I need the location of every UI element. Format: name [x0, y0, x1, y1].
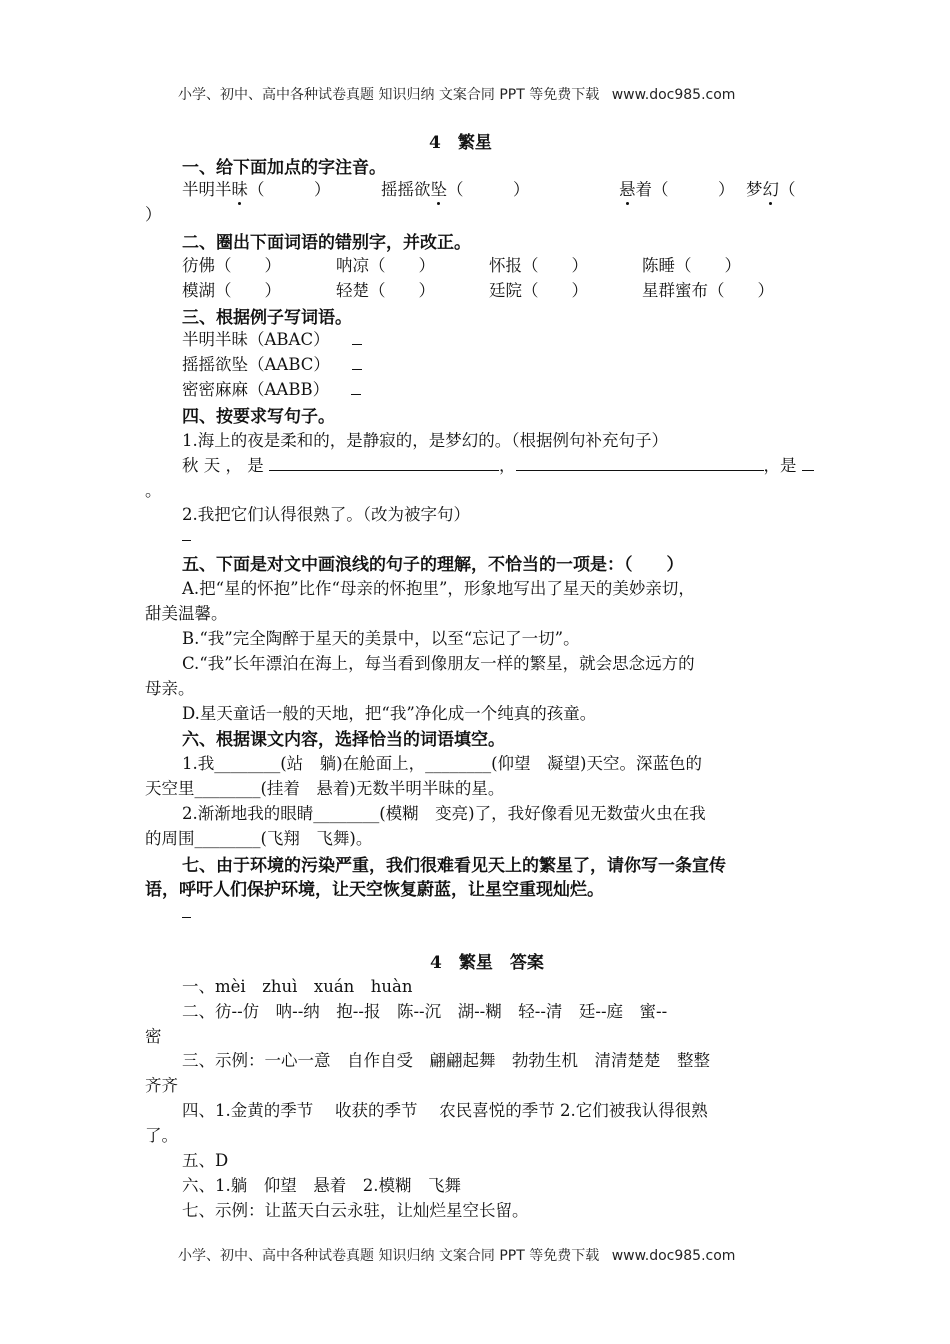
- page-header: [178, 84, 735, 104]
- answer-blank[interactable]: [182, 903, 191, 918]
- s6-line-3: 2.渐渐地我的眼睛________(模糊 变亮)了，我好像看见无数萤火虫在我: [182, 804, 706, 823]
- s6-line-1: 1.我________(站 躺)在舱面上，________(仰望 凝望)天空。深蓝色的: [182, 754, 702, 773]
- answer-3: 三、示例：一心一意 自作自受 翩翩起舞 勃勃生机 清清楚楚 整整: [182, 1051, 710, 1070]
- answer-4-cont: 了。: [145, 1126, 178, 1145]
- section-6-heading: 六、根据课文内容，选择恰当的词语填空。: [182, 730, 505, 750]
- s2-item: 呐凉（ ）: [336, 256, 435, 275]
- s5-option-a-cont: 甜美温馨。: [145, 604, 228, 623]
- s3-item: 摇摇欲坠（AABC）: [182, 351, 362, 375]
- section-1-heading: 一、给下面加点的字注音。: [182, 158, 386, 178]
- s3-item: 半明半昧（ABAC）: [182, 326, 362, 350]
- footer-site-link[interactable]: www.doc985.com: [611, 1248, 736, 1264]
- s4-q1-line: 秋 天 ， 是 ， ，是: [182, 452, 814, 476]
- answer-7: 七、示例：让蓝天白云永驻，让灿烂星空长留。: [182, 1201, 529, 1220]
- s2-item: 陈睡（ ）: [642, 256, 741, 275]
- footer-text: 小学、初中、高中各种试卷真题 知识归纳 文案合同 PPT 等免费下载: [178, 1248, 600, 1264]
- header-site-link[interactable]: www.doc985.com: [611, 87, 736, 103]
- s3-item: 密密麻麻（AABB）: [182, 376, 361, 400]
- answer-blank[interactable]: [351, 380, 361, 395]
- section-2-heading: 二、圈出下面词语的错别字，并改正。: [182, 233, 471, 253]
- s6-line-4: 的周围________(飞翔 飞舞)。: [145, 829, 373, 848]
- answer-2: 二、彷--仿 呐--纳 抱--报 陈--沉 湖--糊 轻--清 廷--庭 蜜--: [182, 1002, 668, 1021]
- answer-blank[interactable]: [352, 355, 362, 370]
- answer-6: 六、1.躺 仰望 悬着 2.模糊 飞舞: [182, 1176, 461, 1195]
- page-footer: [178, 1245, 735, 1265]
- s1-item-3: 悬着（ ）: [619, 176, 735, 200]
- s5-option-c: C.“我”长年漂泊在海上，每当看到像朋友一样的繁星，就会思念远方的: [182, 654, 695, 673]
- section-7-heading-cont: 语，呼吁人们保护环境，让天空恢复蔚蓝，让星空重现灿烂。: [145, 880, 604, 900]
- page-title: 4 繁星: [429, 133, 492, 153]
- s2-item: 轻楚（ ）: [336, 281, 435, 300]
- s2-item: 廷院（ ）: [489, 281, 588, 300]
- s1-item-4: 梦幻（: [746, 176, 796, 200]
- s4-q1: 1.海上的夜是柔和的，是静寂的，是梦幻的。（根据例句补充句子）: [182, 431, 668, 450]
- answer-blank[interactable]: [516, 456, 764, 471]
- answer-1: 一、mèi zhuì xuán huàn: [182, 977, 413, 996]
- s2-item: 模湖（ ）: [182, 281, 281, 300]
- s5-option-a: A.把“星的怀抱”比作“母亲的怀抱里”，形象地写出了星天的美妙亲切，: [182, 579, 695, 598]
- section-4-heading: 四、按要求写句子。: [182, 407, 335, 427]
- answer-blank[interactable]: [352, 330, 362, 345]
- header-text: 小学、初中、高中各种试卷真题 知识归纳 文案合同 PPT 等免费下载: [178, 87, 600, 103]
- s5-option-c-cont: 母亲。: [145, 679, 195, 698]
- s2-item: 怀报（ ）: [489, 256, 588, 275]
- s6-line-2: 天空里________(挂着 悬着)无数半明半昧的星。: [145, 779, 505, 798]
- s5-option-b: B.“我”完全陶醉于星天的美景中，以至“忘记了一切”。: [182, 629, 580, 648]
- answers-title: 4 繁星 答案: [430, 953, 544, 973]
- s1-tail: ）: [145, 205, 162, 224]
- s4-q1-end: 。: [145, 481, 162, 500]
- s2-item: 星群蜜布（ ）: [642, 281, 774, 300]
- answer-3-cont: 齐齐: [145, 1076, 178, 1095]
- s4-q2: 2.我把它们认得很熟了。（改为被字句）: [182, 505, 470, 524]
- section-3-heading: 三、根据例子写词语。: [182, 308, 352, 328]
- section-5-heading: 五、下面是对文中画浪线的句子的理解，不恰当的一项是：（ ）: [182, 555, 684, 575]
- s5-option-d: D.星天童话一般的天地，把“我”净化成一个纯真的孩童。: [182, 704, 597, 723]
- answer-2-cont: 密: [145, 1027, 162, 1046]
- answer-4: 四、1.金黄的季节 收获的季节 农民喜悦的季节 2.它们被我认得很熟: [182, 1101, 708, 1120]
- s1-item-2: 摇摇欲坠（ ）: [381, 176, 530, 200]
- answer-blank[interactable]: [182, 526, 191, 541]
- section-7-heading: 七、由于环境的污染严重，我们很难看见天上的繁星了，请你写一条宣传: [182, 856, 726, 876]
- answer-blank[interactable]: [269, 456, 499, 471]
- answer-5: 五、D: [182, 1151, 229, 1170]
- s2-item: 彷佛（ ）: [182, 256, 281, 275]
- s1-item-1: 半明半昧（ ）: [182, 176, 331, 200]
- answer-blank[interactable]: [802, 456, 814, 471]
